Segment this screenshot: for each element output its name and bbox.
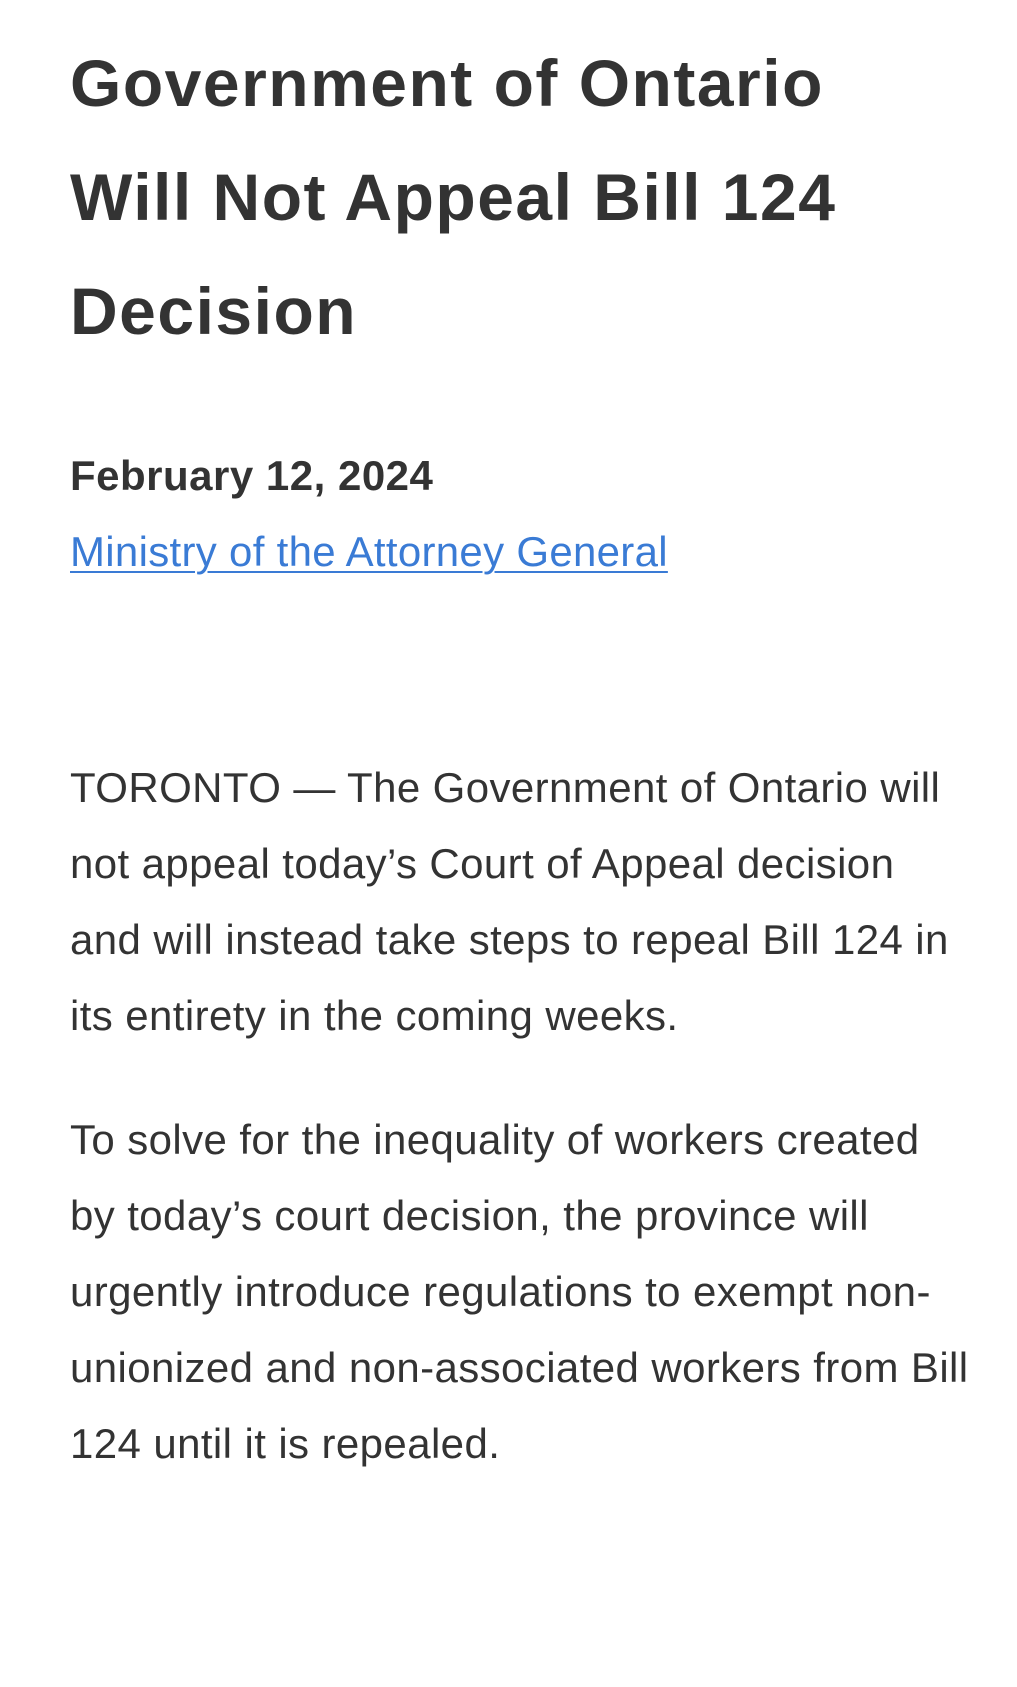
publication-date: February 12, 2024 — [70, 452, 434, 499]
article-meta — [70, 438, 970, 590]
article-body — [70, 750, 970, 1482]
title-line-3: Decision — [70, 274, 358, 348]
ministry-link[interactable]: Ministry of the Attorney General — [70, 528, 668, 575]
page-title — [70, 0, 970, 368]
paragraph-2: To solve for the inequality of workers created by today’s court decision, the province will urgently introduce regulations to exempt non-unionized and non-associated workers from Bill 124 until it is repealed. — [70, 1116, 969, 1467]
title-line-2: Will Not Appeal Bill 124 — [70, 160, 837, 234]
paragraph-1: TORONTO — The Government of Ontario will not appeal today’s Court of Appeal decision and will instead take steps to repeal Bill 124 in its entirety in the coming weeks. — [70, 764, 949, 1039]
article — [70, 0, 970, 1530]
title-line-1: Government of Ontario — [70, 46, 824, 120]
